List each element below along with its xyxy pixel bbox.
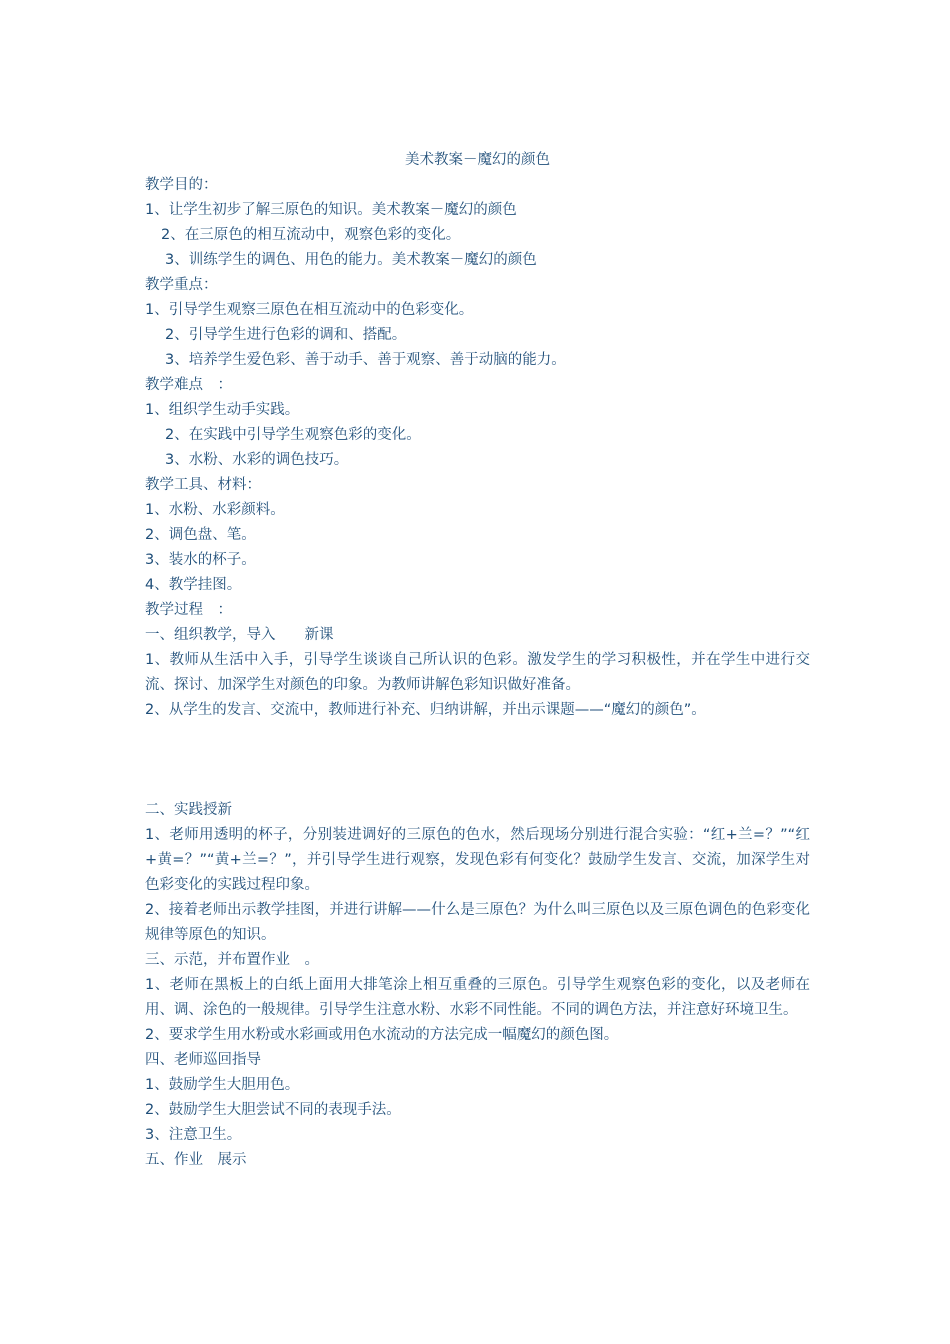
- document-title: 美术教案－魔幻的颜色: [405, 152, 550, 168]
- step4-item-1: 1、鼓励学生大胆用色。: [145, 1077, 300, 1093]
- key-point-item-2: 2、引导学生进行色彩的调和、搭配。: [165, 327, 407, 343]
- document-page: [145, 148, 810, 1173]
- section-heading-objectives: 教学目的：: [145, 177, 218, 193]
- difficulty-item-2: 2、在实践中引导学生观察色彩的变化。: [165, 427, 421, 443]
- difficulty-item-1: 1、组织学生动手实践。: [145, 402, 300, 418]
- step3-paragraph-1: 1、老师在黑板上的白纸上面用大排笔涂上相互重叠的三原色。引导学生观察色彩的变化，以及老师在用、调、涂色的一般规律。引导学生注意水粉、水彩不同性能。不同的调色方法，并注意好环境卫生。: [145, 977, 810, 1018]
- step1-paragraph-2: 2、从学生的发言、交流中，教师进行补充、归纳讲解，并出示课题——“魔幻的颜色”。: [145, 702, 706, 718]
- section-heading-key-points: 教学重点：: [145, 277, 218, 293]
- objective-item-2: 2、在三原色的相互流动中，观察色彩的变化。: [161, 227, 461, 243]
- step-heading-5: 五、作业 展示: [145, 1152, 247, 1168]
- page-gap: [145, 723, 810, 798]
- material-item-4: 4、教学挂图。: [145, 577, 242, 593]
- objective-item-3: 3、训练学生的调色、用色的能力。美术教案－魔幻的颜色: [165, 252, 537, 268]
- section-heading-materials: 教学工具、材料：: [145, 477, 261, 493]
- key-point-item-1: 1、引导学生观察三原色在相互流动中的色彩变化。: [145, 302, 474, 318]
- step4-item-3: 3、注意卫生。: [145, 1127, 242, 1143]
- step2-paragraph-1: 1、老师用透明的杯子，分别装进调好的三原色的色水，然后现场分别进行混合实验：“红+兰=？”“红+黄=？”“黄+兰=？”，并引导学生进行观察，发现色彩有何变化？鼓励学生发言、交流，加深学生对色彩变化的实践过程印象。: [145, 827, 810, 893]
- material-item-1: 1、水粉、水彩颜料。: [145, 502, 285, 518]
- difficulty-item-3: 3、水粉、水彩的调色技巧。: [165, 452, 349, 468]
- material-item-2: 2、调色盘、笔。: [145, 527, 256, 543]
- step4-item-2: 2、鼓励学生大胆尝试不同的表现手法。: [145, 1102, 401, 1118]
- section-heading-difficulties: 教学难点 ：: [145, 377, 232, 393]
- step-heading-3: 三、示范，并布置作业 。: [145, 952, 319, 968]
- step1-paragraph-1: 1、教师从生活中入手，引导学生谈谈自己所认识的色彩。激发学生的学习积极性，并在学生中进行交流、探讨、加深学生对颜色的印象。为教师讲解色彩知识做好准备。: [145, 652, 810, 693]
- step-heading-2: 二、实践授新: [145, 802, 232, 818]
- material-item-3: 3、装水的杯子。: [145, 552, 256, 568]
- step-heading-4: 四、老师巡回指导: [145, 1052, 261, 1068]
- key-point-item-3: 3、培养学生爱色彩、善于动手、善于观察、善于动脑的能力。: [165, 352, 566, 368]
- step2-paragraph-2: 2、接着老师出示教学挂图，并进行讲解——什么是三原色？为什么叫三原色以及三原色调色的色彩变化规律等原色的知识。: [145, 902, 810, 943]
- section-heading-process: 教学过程 ：: [145, 602, 232, 618]
- step-heading-1: 一、组织教学，导入 新课: [145, 627, 334, 643]
- objective-item-1: 1、让学生初步了解三原色的知识。美术教案－魔幻的颜色: [145, 202, 517, 218]
- step3-paragraph-2: 2、要求学生用水粉或水彩画或用色水流动的方法完成一幅魔幻的颜色图。: [145, 1027, 619, 1043]
